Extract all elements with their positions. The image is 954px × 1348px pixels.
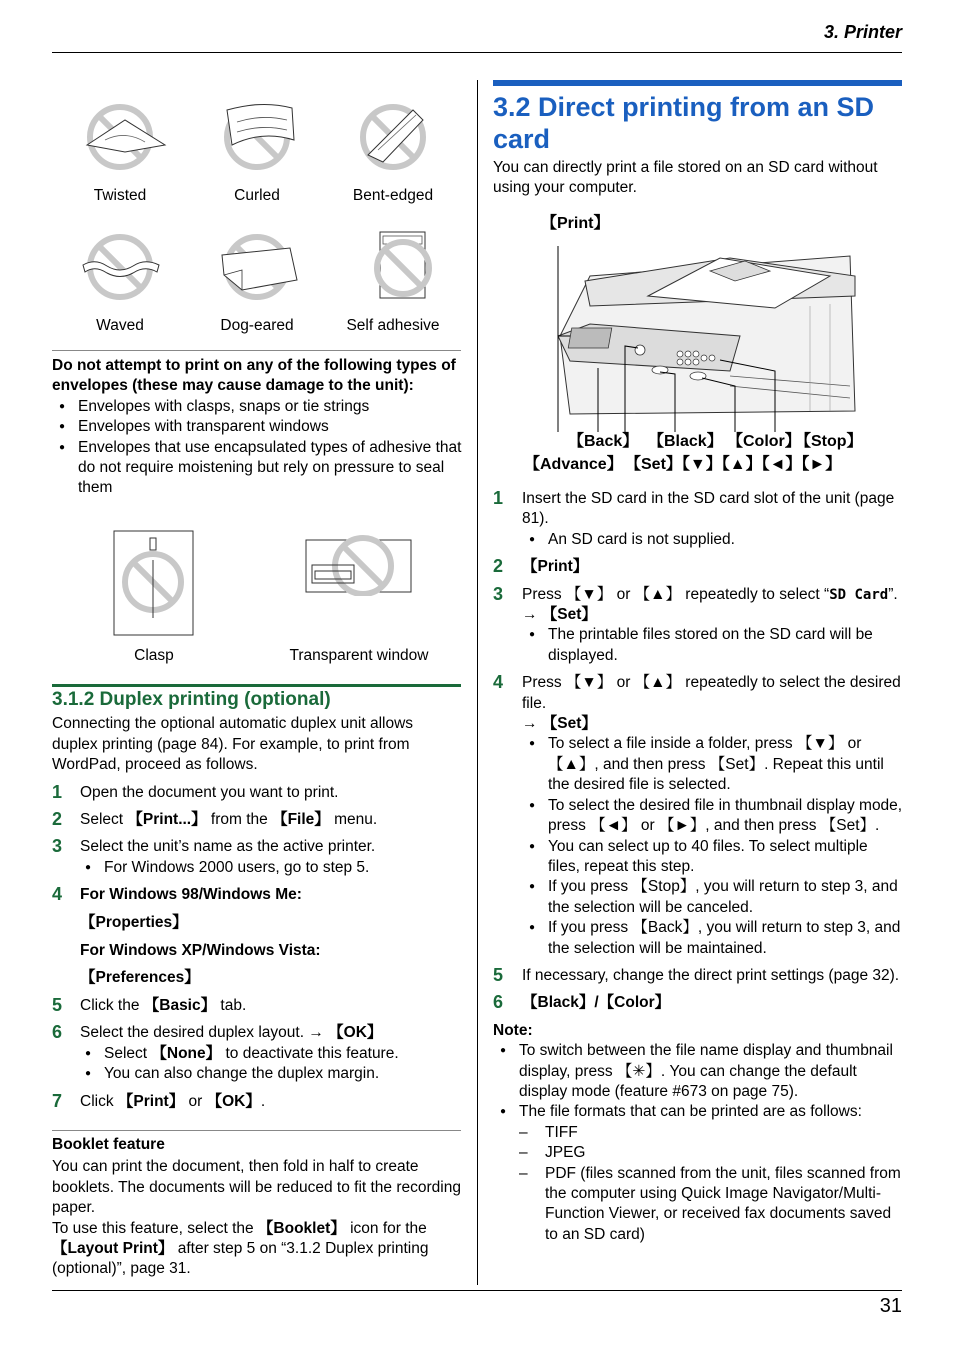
duplex-step-3: 3 Select the unit’s name as the active printer. xyxy=(52,836,376,857)
sd-step-4-set: → 【Set】 xyxy=(522,715,597,733)
booklet-p2: To use this feature, select the 【Booklet】 icon for the 【Layout Print】 after step 5 on “3.1.2 Duplex printing (optional)”, page 31. xyxy=(52,1219,429,1278)
paper-fig-curled xyxy=(192,100,322,206)
envelope-item: ● Envelopes that use encapsulated types of adhesive that do not require moistening but rely on pressure to seal them xyxy=(52,438,462,499)
bent-edged-paper-icon xyxy=(338,100,448,180)
paper-label-dog-eared: Dog-eared xyxy=(220,317,294,334)
sd-step-6: 6 【Black】/【Color】 xyxy=(493,992,671,1013)
label-print: 【Print】 xyxy=(541,215,610,232)
paper-label-curled: Curled xyxy=(234,187,280,204)
curled-paper-icon xyxy=(202,100,312,180)
envelope-item: ● Envelopes with transparent windows xyxy=(52,417,462,437)
sd-step-3: 3 Press 【▼】 or 【▲】 repeatedly to select “SD Card”. xyxy=(493,583,898,604)
sd-step-1-note: ● An SD card is not supplied. xyxy=(493,530,903,550)
paper-fig-waved xyxy=(55,230,185,336)
envelope-window-figure xyxy=(305,534,413,602)
sd-note-2: ● The file formats that can be printed are as follows: xyxy=(493,1102,903,1122)
label-color: 【Color】 xyxy=(727,433,801,450)
sd-heading: 3.2 Direct printing from an SD card xyxy=(493,92,875,154)
sd-steps xyxy=(493,489,903,1245)
sd-step-4-note1: ● To select a file inside a folder, press 【▼】 or 【▲】, and then press 【Set】. Repeat this until the desired file is selected. xyxy=(493,734,903,795)
envelope-warning xyxy=(52,356,462,499)
duplex-step-1: 1 Open the document you want to print. xyxy=(52,781,339,802)
label-back: 【Back】 xyxy=(568,433,639,450)
booklet-section xyxy=(52,1135,462,1280)
paper-label-twisted: Twisted xyxy=(93,187,147,204)
rule-envelope xyxy=(52,350,461,351)
rule-booklet xyxy=(52,1130,461,1131)
paper-fig-twisted xyxy=(55,100,185,206)
rule-sd xyxy=(493,80,902,86)
duplex-step-4-properties: 【Properties】 xyxy=(80,913,188,931)
paper-fig-self-adhesive xyxy=(328,230,458,336)
format-item: – TIFF xyxy=(493,1123,903,1143)
envelope-warning-title: Do not attempt to print on any of the following types of envelopes (these may cause damage to the unit): xyxy=(52,357,456,395)
printer-illustration xyxy=(530,236,860,432)
section-title: 3. Printer xyxy=(823,22,902,42)
duplex-step-3-note: ● For Windows 2000 users, go to step 5. xyxy=(52,858,462,878)
paper-fig-dog-eared xyxy=(192,230,322,336)
duplex-step-2: 2 Select 【Print...】 from the 【File】 menu. xyxy=(52,809,378,830)
sd-note-title: Note: xyxy=(493,1021,533,1039)
label-stop: 【Stop】 xyxy=(795,433,863,450)
envelope-item: ● Envelopes with clasps, snaps or tie strings xyxy=(52,397,462,417)
sd-step-2: 2 【Print】 xyxy=(493,556,589,577)
label-advance: 【Advance】 xyxy=(524,456,623,473)
duplex-step-6-note2: ● You can also change the duplex margin. xyxy=(52,1064,462,1084)
window-caption: Transparent window xyxy=(289,647,429,664)
twisted-paper-icon xyxy=(65,100,175,180)
sd-step-5: 5 If necessary, change the direct print settings (page 32). xyxy=(493,964,900,985)
format-item: – PDF (files scanned from the unit, files scanned from the computer using Quick Image Navigator/Multi-Function Viewer, or received fax documents saved to an SD card) xyxy=(493,1164,903,1246)
booklet-heading: Booklet feature xyxy=(52,1136,165,1153)
sd-intro: You can directly print a file stored on an SD card without using your computer. xyxy=(493,159,878,197)
self-adhesive-paper-icon xyxy=(338,230,448,310)
sd-step-4-note3: ● You can select up to 40 files. To select multiple files, repeat this step. xyxy=(493,837,903,878)
format-item: – JPEG xyxy=(493,1143,903,1163)
sd-heading-block xyxy=(493,91,903,199)
duplex-section xyxy=(52,690,462,1112)
sd-step-4-note2: ● To select the desired file in thumbnail display mode, press 【◄】 or 【►】, and then press 【Set】. xyxy=(493,796,903,837)
page-number: 31 xyxy=(879,1295,902,1317)
footer-rule xyxy=(52,1290,902,1291)
paper-fig-bent-edged xyxy=(328,100,458,206)
duplex-step-4: 4 For Windows 98/Windows Me: xyxy=(52,884,302,905)
clasp-envelope-icon xyxy=(113,530,195,638)
sd-step-4: 4 Press 【▼】 or 【▲】 repeatedly to select the desired file. xyxy=(493,672,901,712)
rule-duplex xyxy=(52,684,461,687)
duplex-step-6: 6 Select the desired duplex layout. → 【OK】 xyxy=(52,1022,383,1043)
label-set-arrows: 【Set】【▼】【▲】【◄】【►】 xyxy=(625,456,842,473)
sd-step-4-note5: ● If you press 【Back】, you will return to step 3, and the selection will be maintained. xyxy=(493,918,903,959)
duplex-step-5: 5 Click the 【Basic】 tab. xyxy=(52,994,247,1015)
duplex-step-4-xp: For Windows XP/Windows Vista: xyxy=(80,942,321,960)
sd-step-3-note: ● The printable files stored on the SD card will be displayed. xyxy=(493,625,903,666)
booklet-p1: You can print the document, then fold in half to create booklets. The documents will be reduced to fit the recording paper. xyxy=(52,1158,461,1217)
label-black: 【Black】 xyxy=(648,433,723,450)
duplex-intro: Connecting the optional automatic duplex unit allows duplex printing (page 84). For example, to print from WordPad, proceed as follows. xyxy=(52,715,414,774)
column-divider xyxy=(477,80,478,1285)
sd-note-1: ● To switch between the file name display and thumbnail display, press 【✳】. You can change the default display mode (feature #673 on page 75). xyxy=(493,1041,903,1102)
sd-step-4-note4: ● If you press 【Stop】, you will return to step 3, and the selection will be canceled. xyxy=(493,877,903,918)
waved-paper-icon xyxy=(65,230,175,310)
dog-eared-paper-icon xyxy=(202,230,312,310)
duplex-step-4-preferences: 【Preferences】 xyxy=(80,969,200,987)
header-rule xyxy=(52,52,902,53)
paper-label-self-adhesive: Self adhesive xyxy=(346,317,440,334)
paper-label-waved: Waved xyxy=(96,317,144,334)
sd-step-1: 1 Insert the SD card in the SD card slot of the unit (page 81). xyxy=(493,488,895,528)
clasp-caption: Clasp xyxy=(134,647,174,664)
envelope-clasp-figure xyxy=(113,530,195,644)
paper-label-bent-edged: Bent-edged xyxy=(352,187,434,204)
duplex-step-6-note1: ● Select 【None】 to deactivate this feature. xyxy=(52,1044,462,1064)
window-envelope-icon xyxy=(305,534,413,596)
duplex-step-7: 7 Click 【Print】 or 【OK】. xyxy=(52,1090,266,1111)
sd-step-3-set: → 【Set】 xyxy=(522,606,597,624)
duplex-heading: 3.1.2 Duplex printing (optional) xyxy=(52,689,331,710)
